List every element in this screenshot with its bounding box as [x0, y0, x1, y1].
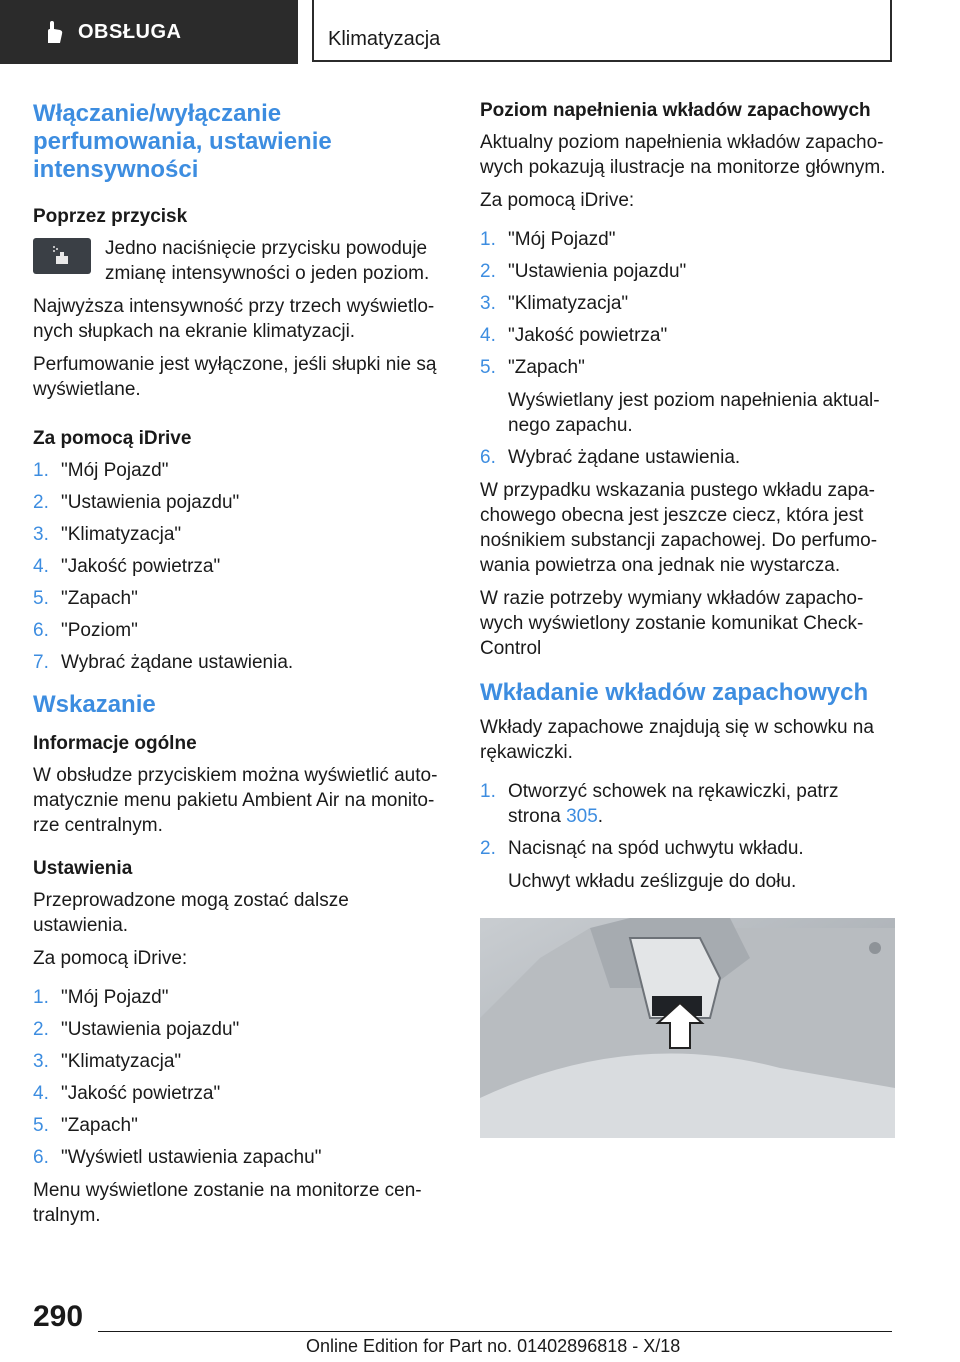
page-number: 290: [33, 1300, 84, 1333]
footer-divider: [98, 1331, 892, 1332]
general-text: W obsłudze przyciskiem można wyświetlić auto-matycznie menu pakietu Ambient Air na monito-rze centralnym.: [33, 765, 438, 836]
chapter-header: [312, 0, 892, 62]
section-tab: [0, 0, 298, 64]
list-item: 1. Otworzyć schowek na rękawiczki, patrz strona 305.: [480, 781, 839, 827]
settings-footer: Menu wyświetlone zostanie na monitorze cen-tralnym.: [33, 1180, 422, 1226]
perfume-icon: [50, 244, 74, 268]
empty-text: W przypadku wskazania pustego wkładu zapa-chowego obecna jest jeszcze ciecz, która jest nośnikiem substancji zapachowej. Do perfumo-wania powietrza ona jednak nie wystarcza.: [480, 480, 878, 576]
list-item: 1. "Mój Pojazd": [33, 987, 169, 1008]
replace-text: W razie potrzeby wymiany wkładów zapacho-wych wyświetlony zostanie komunikat Check-Control: [480, 588, 864, 659]
settings-idrive: Za pomocą iDrive:: [33, 948, 188, 969]
list-item: 5. "Zapach": [33, 588, 138, 609]
page-link[interactable]: 305: [566, 806, 598, 827]
main-heading: Włączanie/wyłączanie perfumowania, ustawienie intensywności: [33, 100, 332, 183]
level-idrive: Za pomocą iDrive:: [480, 190, 635, 211]
level-heading: Poziom napełnienia wkładów zapachowych: [480, 100, 871, 121]
right-column: [480, 100, 895, 1143]
settings-heading: Ustawienia: [33, 858, 133, 879]
section-title: OBSŁUGA: [78, 20, 182, 43]
list-item: 7. Wybrać żądane ustawienia.: [33, 652, 294, 673]
glovebox-photo: [480, 918, 895, 1138]
button-row: [33, 236, 443, 286]
insert-heading: Wkładanie wkładów zapachowych: [480, 679, 869, 706]
settings-text: Przeprowadzone mogą zostać dalsze ustawienia.: [33, 890, 349, 936]
off-text: Perfumowanie jest wyłączone, jeśli słupki nie są wyświetlane.: [33, 354, 437, 400]
list-item: 4. "Jakość powietrza": [33, 1083, 221, 1104]
list-item: 4. "Jakość powietrza": [480, 325, 668, 346]
list-item: 6. "Poziom": [33, 620, 138, 641]
list-item: 6. "Wyświetl ustawienia zapachu": [33, 1147, 322, 1168]
idrive-heading: Za pomocą iDrive: [33, 428, 192, 449]
idrive-steps: [33, 458, 443, 675]
list-item: 2. "Ustawienia pojazdu": [33, 1019, 240, 1040]
list-item: 1. "Mój Pojazd": [33, 460, 169, 481]
display-heading: Wskazanie: [33, 691, 156, 718]
list-item: 3. "Klimatyzacja": [33, 1051, 182, 1072]
list-item: 4. "Jakość powietrza": [33, 556, 221, 577]
button-description: Jedno naciśnięcie przycisku powoduje zmianę intensywności o jeden poziom.: [105, 238, 430, 284]
perfume-button-image: [33, 238, 91, 274]
list-item: 6. Wybrać żądane ustawienia.: [480, 447, 741, 468]
left-column: [33, 100, 443, 1236]
level-steps: [480, 227, 895, 470]
settings-steps: [33, 985, 443, 1170]
intensity-text: Najwyższa intensywność przy trzech wyświetlo-nych słupkach na ekranie klimatyzacji.: [33, 296, 435, 342]
list-item: 3. "Klimatyzacja": [33, 524, 182, 545]
list-item: 1. "Mój Pojazd": [480, 229, 616, 250]
list-item: 3. "Klimatyzacja": [480, 293, 629, 314]
chapter-title: Klimatyzacja: [328, 28, 441, 50]
list-item: 2. Nacisnąć na spód uchwytu wkładu. Uchwyt wkładu ześlizguje do dołu.: [480, 838, 804, 892]
edition-text: Online Edition for Part no. 01402896818 - X/18: [306, 1336, 681, 1356]
insert-steps: [480, 779, 895, 894]
list-item: 5. "Zapach": [33, 1115, 138, 1136]
list-item: 5. "Zapach" Wyświetlany jest poziom napełnienia aktual-nego zapachu.: [480, 357, 880, 436]
insert-text: Wkłady zapachowe znajdują się w schowku na rękawiczki.: [480, 717, 874, 763]
list-item: 2. "Ustawienia pojazdu": [33, 492, 240, 513]
hand-icon: [40, 19, 66, 45]
general-heading: Informacje ogólne: [33, 733, 197, 754]
list-item: 2. "Ustawienia pojazdu": [480, 261, 687, 282]
level-text: Aktualny poziom napełnienia wkładów zapacho-wych pokazują ilustracje na monitorze głównym.: [480, 132, 886, 178]
button-heading: Poprzez przycisk: [33, 206, 188, 227]
